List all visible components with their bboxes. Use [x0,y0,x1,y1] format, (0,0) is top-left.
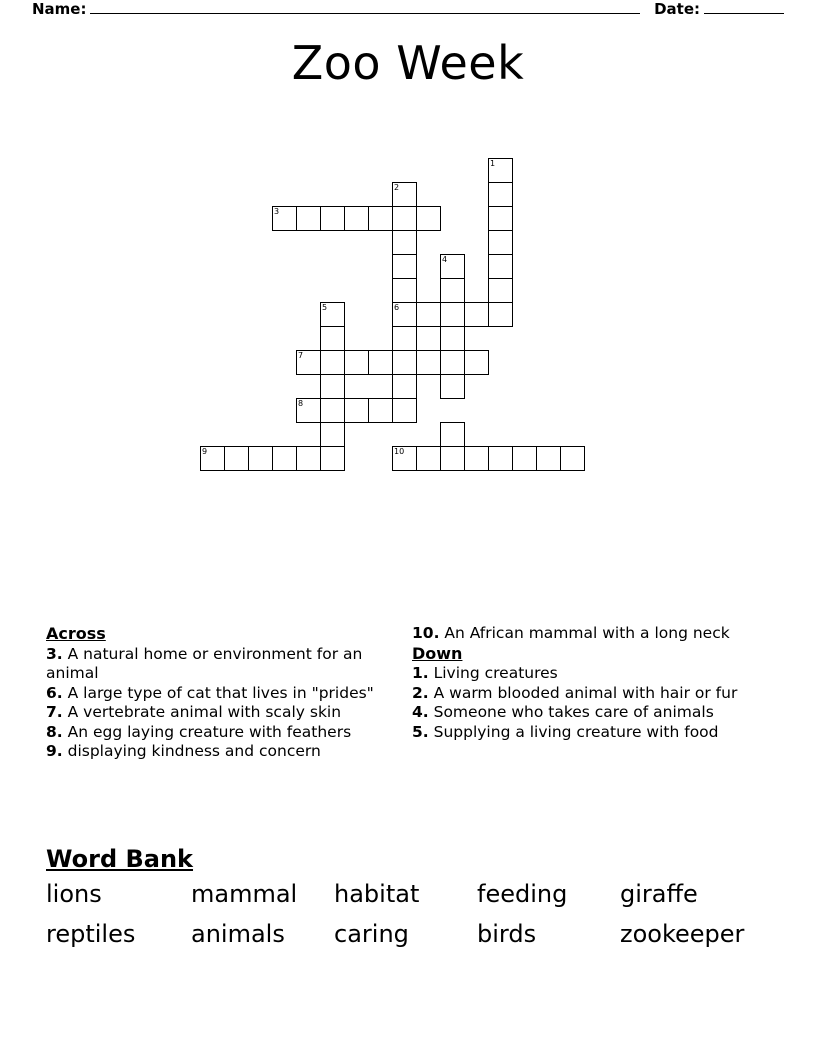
crossword-cell[interactable] [488,158,513,183]
word-bank-word: animals [191,920,285,948]
crossword-cell[interactable] [392,206,417,231]
clue-item [46,723,386,743]
crossword-cell-number: 1 [490,159,496,168]
crossword-cell-number: 6 [394,303,400,312]
clue-number: 8. [46,722,63,741]
clue-item [412,703,752,723]
crossword-cell[interactable] [392,326,417,351]
word-bank-word: lions [46,880,102,908]
clue-item [412,664,752,684]
clue-text: A warm blooded animal with hair or fur [428,683,738,702]
clue-text: A natural home or environment for an animal [46,644,363,682]
crossword-cell[interactable] [416,206,441,231]
clue-number: 3. [46,644,63,663]
crossword-cell[interactable] [296,446,321,471]
clue-text: A vertebrate animal with scaly skin [62,703,342,721]
crossword-cell[interactable] [560,446,585,471]
crossword-cell[interactable] [464,302,489,327]
crossword-cell[interactable] [344,206,369,231]
crossword-cell-number: 10 [394,447,405,456]
clues-column-right [412,624,752,742]
clue-item [412,684,752,704]
crossword-cell[interactable] [488,278,513,303]
crossword-cell[interactable] [464,350,489,375]
clue-text: Supplying a living creature with food [428,722,719,741]
crossword-cell[interactable] [200,446,225,471]
crossword-cell[interactable] [488,206,513,231]
crossword-cell[interactable] [392,374,417,399]
name-blank-line [90,1,640,14]
crossword-cell-number: 7 [298,351,304,360]
crossword-cell[interactable] [392,350,417,375]
date-label: Date: [654,0,700,18]
crossword-cell[interactable] [416,446,441,471]
crossword-cell[interactable] [320,206,345,231]
crossword-cell[interactable] [416,302,441,327]
crossword-cell-number: 4 [442,255,448,264]
clue-number: 7. [46,703,63,721]
crossword-cell[interactable] [440,326,465,351]
crossword-cell[interactable] [440,446,465,471]
crossword-grid [200,158,600,503]
crossword-cell[interactable] [320,374,345,399]
crossword-cell[interactable] [368,398,393,423]
clue-text: An egg laying creature with feathers [62,722,352,741]
word-bank-word: feeding [477,880,568,908]
crossword-cell[interactable] [344,350,369,375]
crossword-grid-area [0,158,816,508]
crossword-cell[interactable] [224,446,249,471]
crossword-cell[interactable] [344,398,369,423]
clue-number: 6. [46,683,63,702]
clue-number: 1. [412,664,429,682]
crossword-cell[interactable] [296,206,321,231]
clue-item [46,703,386,723]
crossword-cell-number: 3 [274,207,280,216]
crossword-cell[interactable] [320,302,345,327]
clues-section [46,624,770,834]
crossword-cell[interactable] [368,350,393,375]
crossword-cell[interactable] [320,422,345,447]
crossword-cell[interactable] [464,446,489,471]
crossword-cell[interactable] [392,302,417,327]
crossword-cell-number: 8 [298,399,304,408]
word-bank-word: mammal [191,880,298,908]
crossword-cell-number: 9 [202,447,208,456]
crossword-cell[interactable] [440,374,465,399]
crossword-cell[interactable] [296,398,321,423]
crossword-cell[interactable] [296,350,321,375]
clue-item [412,723,752,743]
crossword-cell[interactable] [392,230,417,255]
crossword-cell[interactable] [320,446,345,471]
clue-text: Living creatures [428,664,558,682]
clue-text: A large type of cat that lives in "prides" [62,683,374,702]
crossword-cell[interactable] [272,446,297,471]
crossword-cell[interactable] [440,254,465,279]
crossword-cell[interactable] [488,302,513,327]
clue-text: Someone who takes care of animals [428,703,714,721]
crossword-cell[interactable] [440,278,465,303]
clue-number: 5. [412,722,429,741]
clue-item [46,684,386,704]
crossword-cell[interactable] [272,206,297,231]
clue-number: 2. [412,683,429,702]
crossword-cell-number: 2 [394,183,400,192]
word-bank-word: habitat [334,880,420,908]
clue-item [46,645,386,684]
crossword-cell[interactable] [320,326,345,351]
crossword-cell[interactable] [416,350,441,375]
worksheet-header [32,0,784,26]
down-heading: Down [412,643,463,663]
clues-column-left [46,624,386,762]
crossword-cell[interactable] [392,446,417,471]
word-bank-word: zookeeper [620,920,745,948]
crossword-cell[interactable] [368,206,393,231]
crossword-cell[interactable] [392,182,417,207]
crossword-cell[interactable] [248,446,273,471]
clue-number: 4. [412,703,429,721]
across-heading: Across [46,624,106,643]
clue-number: 10. [412,624,440,642]
crossword-cell[interactable] [440,422,465,447]
date-blank-line [704,1,784,14]
word-bank-word: giraffe [620,880,698,908]
word-bank-list [46,880,770,948]
crossword-cell[interactable] [488,446,513,471]
word-bank-title: Word Bank [46,845,194,873]
crossword-cell[interactable] [488,254,513,279]
crossword-cell[interactable] [488,182,513,207]
clue-text: An African mammal with a long neck [439,624,730,642]
crossword-cell[interactable] [440,302,465,327]
crossword-cell-number: 5 [322,303,328,312]
clue-number: 9. [46,742,63,760]
crossword-cell[interactable] [320,350,345,375]
word-bank-word: reptiles [46,920,136,948]
crossword-cell[interactable] [392,278,417,303]
crossword-cell[interactable] [512,446,537,471]
crossword-cell[interactable] [536,446,561,471]
crossword-cell[interactable] [440,350,465,375]
page-title: Zoo Week [291,36,525,90]
crossword-cell[interactable] [392,398,417,423]
crossword-cell[interactable] [392,254,417,279]
word-bank-word: caring [334,920,409,948]
crossword-cell[interactable] [488,230,513,255]
name-label: Name: [32,0,87,18]
clue-item [46,742,386,762]
crossword-cell[interactable] [320,398,345,423]
clue-item [412,624,752,644]
word-bank-word: birds [477,920,537,948]
clue-text: displaying kindness and concern [62,742,321,760]
